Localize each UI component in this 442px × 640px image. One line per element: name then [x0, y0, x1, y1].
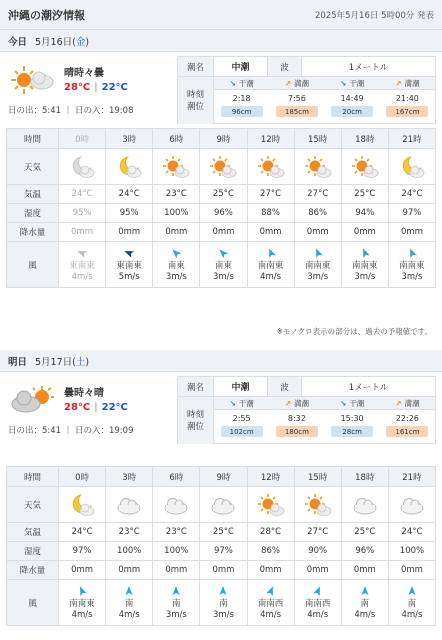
hourly-cell: 9時	[200, 129, 247, 149]
hourly-cell: 0mm	[341, 223, 388, 242]
wind-direction: 東南東	[116, 260, 142, 271]
row-label: 湿度	[7, 542, 59, 561]
wind-arrow-icon	[359, 585, 371, 597]
hourly-cell: 27°C	[294, 523, 341, 542]
hourly-cell	[247, 149, 294, 185]
hourly-row-rain	[7, 223, 436, 242]
hourly-row-temp	[7, 523, 436, 542]
weather-text: 晴時々曇	[64, 68, 104, 79]
hourly-cell: 3時	[106, 467, 153, 487]
wind-speed: 4m/s	[401, 609, 423, 620]
hourly-cell: 25°C	[341, 185, 388, 204]
wind-speed: 4m/s	[354, 609, 376, 620]
hourly-cell: 15時	[294, 467, 341, 487]
wave-value: 1メートル	[348, 382, 389, 393]
sun-cloud-icon	[208, 154, 238, 180]
sun-cloud-icon	[256, 154, 286, 180]
wind-direction: 南	[360, 598, 370, 609]
hourly-cell	[200, 580, 247, 626]
hourly-cell: 21時	[388, 129, 435, 149]
hourly-cell: 25°C	[341, 523, 388, 542]
cloud-icon	[397, 492, 427, 518]
wave-value: 1メートル	[348, 62, 389, 73]
tide-time: 7:56	[287, 94, 306, 103]
weekday: 金	[75, 36, 86, 48]
hourly-cell: 0mm	[153, 561, 200, 580]
row-label: 時間	[7, 467, 59, 487]
hourly-cell	[388, 149, 435, 185]
hourly-cell: 15時	[294, 129, 341, 149]
wind-direction: 南東	[167, 260, 185, 271]
hourly-cell: 0mm	[200, 561, 247, 580]
moon-cloud-icon	[397, 154, 427, 180]
hourly-cell	[247, 487, 294, 523]
day-section-today	[0, 30, 442, 336]
wind-arrow-icon	[312, 585, 324, 597]
hourly-cell	[247, 242, 294, 288]
moon-cloud-icon	[67, 492, 97, 518]
hourly-cell: 18時	[341, 129, 388, 149]
hourly-row-temp	[7, 185, 436, 204]
tide-box	[177, 56, 436, 124]
wind-speed: 3m/s	[401, 271, 423, 282]
hourly-cell	[294, 487, 341, 523]
row-label: 天気	[7, 487, 59, 523]
wind-speed: 4m/s	[118, 609, 140, 620]
arrow-down-right-icon: ↘	[339, 398, 347, 408]
tide-event	[269, 77, 324, 124]
published-time: 2025年5月16日 5時00分 発表	[315, 10, 434, 21]
hourly-cell: 95%	[59, 204, 106, 223]
hourly-cell	[59, 149, 106, 185]
hourly-cell: 6時	[153, 467, 200, 487]
hourly-row-weather	[7, 149, 436, 185]
cloud-icon	[208, 492, 238, 518]
hourly-cell: 88%	[247, 204, 294, 223]
hourly-cell: 25°C	[200, 185, 247, 204]
hourly-cell: 27°C	[294, 185, 341, 204]
tide-events	[214, 77, 435, 124]
day-header	[0, 350, 442, 372]
hourly-cell: 21時	[388, 467, 435, 487]
row-label: 降水量	[7, 223, 59, 242]
wind-arrow-icon	[170, 247, 182, 259]
row-label: 天気	[7, 149, 59, 185]
tide-level-badge: 161cm	[386, 426, 428, 437]
hourly-cell	[341, 580, 388, 626]
sun-cloud-icon	[10, 62, 54, 96]
hourly-cell: 0mm	[59, 223, 106, 242]
arrow-down-right-icon: ↘	[339, 78, 347, 88]
wind-arrow-icon	[312, 247, 324, 259]
row-label: 気温	[7, 523, 59, 542]
hourly-cell	[59, 580, 106, 626]
hourly-table	[6, 466, 436, 626]
tide-level-badge: 102cm	[221, 426, 263, 437]
tide-type: 満潮	[294, 78, 310, 88]
temperature-range: 28°C | 22°C	[64, 82, 128, 93]
header-bar	[0, 0, 442, 30]
hourly-cell	[341, 149, 388, 185]
hourly-cell	[341, 487, 388, 523]
wind-direction: 南東	[214, 260, 232, 271]
hourly-cell: 0時	[59, 129, 106, 149]
wind-direction: 南	[219, 598, 228, 609]
arrow-down-right-icon: ↘	[229, 398, 236, 408]
day-summary	[0, 52, 442, 128]
tide-event	[325, 397, 380, 444]
hourly-cell: 0mm	[388, 223, 435, 242]
wind-direction: 南南東	[257, 260, 284, 271]
hourly-cell	[294, 242, 341, 288]
tide-type: 干潮	[238, 398, 254, 408]
wind-arrow-icon	[123, 585, 135, 597]
hourly-cell: 100%	[388, 542, 435, 561]
moon-cloud-icon	[114, 154, 144, 180]
wind-direction: 南	[407, 598, 417, 609]
wind-speed: 3m/s	[165, 609, 187, 620]
hourly-cell	[247, 580, 294, 626]
hourly-cell: 0mm	[294, 223, 341, 242]
hourly-cell: 0mm	[247, 223, 294, 242]
tide-time: 14:49	[340, 94, 364, 103]
tide-time: 22:26	[395, 414, 419, 423]
tide-type: 満潮	[404, 78, 420, 88]
tide-time: 21:40	[395, 94, 419, 103]
wind-direction: 南南東	[399, 260, 425, 271]
sun-cloud-icon	[161, 154, 191, 180]
hourly-row-time	[7, 129, 436, 149]
wind-arrow-icon	[406, 585, 418, 597]
weather-text: 曇時々晴	[64, 388, 104, 399]
cloud-icon	[350, 492, 380, 518]
wind-arrow-icon	[76, 585, 88, 597]
wind-direction: 南南西	[304, 598, 331, 609]
hourly-cell: 24°C	[59, 523, 106, 542]
wind-direction: 南南東	[304, 260, 331, 271]
tide-level-badge: 96cm	[221, 106, 263, 117]
hourly-row-humidity	[7, 204, 436, 223]
hourly-cell: 9時	[200, 467, 247, 487]
hourly-cell: 0mm	[294, 561, 341, 580]
hourly-cell	[106, 580, 153, 626]
tide-level-badge: 20cm	[331, 106, 373, 117]
hourly-row-time	[7, 467, 436, 487]
row-label: 降水量	[7, 561, 59, 580]
tide-name-label: 潮名	[178, 377, 214, 396]
hourly-cell	[59, 487, 106, 523]
hourly-cell: 0mm	[153, 223, 200, 242]
hourly-cell: 0mm	[247, 561, 294, 580]
day-label: 明日	[8, 356, 28, 368]
tide-time: 2:55	[232, 414, 251, 423]
high-temp: 28°C	[64, 402, 91, 413]
wind-direction: 南南東	[352, 260, 378, 271]
wind-speed: 3m/s	[212, 609, 234, 620]
hourly-cell: 96%	[200, 204, 247, 223]
day-section-tomorrow	[0, 350, 442, 620]
tide-event	[214, 77, 269, 124]
low-temp: 22°C	[101, 402, 128, 413]
hourly-cell: 0時	[59, 467, 106, 487]
tide-type: 干潮	[349, 78, 365, 88]
hourly-cell: 0mm	[200, 223, 247, 242]
tide-event	[325, 77, 380, 124]
hourly-cell: 27°C	[247, 185, 294, 204]
tide-time-label: 時刻 潮位	[178, 77, 214, 124]
hourly-cell: 6時	[153, 129, 200, 149]
wave-label: 波	[268, 57, 302, 76]
wind-direction: 南	[172, 598, 181, 609]
wind-arrow-icon	[217, 247, 229, 259]
hourly-cell	[341, 242, 388, 288]
hourly-cell: 23°C	[153, 523, 200, 542]
hourly-cell	[153, 487, 200, 523]
sun-cloud-icon	[256, 492, 286, 518]
hourly-cell: 0mm	[59, 561, 106, 580]
sun-cloud-icon	[350, 154, 380, 180]
wind-speed: 4m/s	[260, 271, 282, 282]
wind-arrow-icon	[265, 247, 277, 259]
wind-speed: 3m/s	[307, 271, 329, 282]
row-label: 風	[7, 242, 59, 288]
hourly-cell: 97%	[388, 204, 435, 223]
hourly-cell: 96%	[341, 542, 388, 561]
page-title: 沖縄の潮汐情報	[8, 8, 85, 22]
row-label: 湿度	[7, 204, 59, 223]
low-temp: 22°C	[101, 82, 128, 93]
tide-time: 8:32	[287, 414, 306, 423]
past-forecast-note: ※モノクロ表示の部分は、過去の予報値です。	[276, 327, 432, 336]
hourly-cell: 28°C	[247, 523, 294, 542]
day-date: 5月16日(金)	[35, 36, 90, 48]
hourly-cell: 0mm	[388, 561, 435, 580]
hourly-cell: 90%	[294, 542, 341, 561]
arrow-up-right-icon: ↗	[395, 398, 402, 408]
tide-name-label: 潮名	[178, 57, 214, 76]
tide-level-badge: 185cm	[276, 106, 318, 117]
sunrise-sunset: 日の出：5:41 ｜ 日の入：19:09	[8, 426, 134, 436]
hourly-cell	[200, 487, 247, 523]
day-date: 5月17日(土)	[35, 356, 90, 368]
hourly-cell	[106, 242, 153, 288]
cloud-icon	[161, 492, 191, 518]
hourly-table	[6, 128, 436, 288]
weekday: 土	[75, 356, 86, 368]
cloud-icon	[114, 492, 144, 518]
wind-arrow-icon	[76, 247, 88, 259]
hourly-cell: 23°C	[106, 523, 153, 542]
wind-speed: 3m/s	[165, 271, 187, 282]
wind-direction: 南南西	[257, 598, 284, 609]
sun-cloud-icon	[303, 154, 333, 180]
hourly-row-wind	[7, 242, 436, 288]
wave-label: 波	[268, 377, 302, 396]
hourly-cell: 0mm	[341, 561, 388, 580]
hourly-cell: 97%	[59, 542, 106, 561]
wind-speed: 4m/s	[71, 271, 93, 282]
hourly-row-wind	[7, 580, 436, 626]
hourly-cell: 86%	[294, 204, 341, 223]
wind-speed: 3m/s	[212, 271, 234, 282]
hourly-cell: 24°C	[388, 523, 435, 542]
wind-speed: 5m/s	[118, 271, 140, 282]
wind-arrow-icon	[170, 585, 182, 597]
sunrise-sunset: 日の出：5:41 ｜ 日の入：19:08	[8, 106, 134, 116]
row-label: 気温	[7, 185, 59, 204]
wind-arrow-icon	[217, 585, 229, 597]
day-header	[0, 30, 442, 52]
arrow-up-right-icon: ↗	[284, 78, 292, 88]
hourly-cell	[200, 149, 247, 185]
hourly-cell	[388, 580, 435, 626]
hourly-cell	[59, 242, 106, 288]
wind-arrow-icon	[359, 247, 371, 259]
temperature-range: 28°C | 22°C	[64, 402, 128, 413]
hourly-cell	[153, 149, 200, 185]
hourly-cell: 24°C	[388, 185, 435, 204]
hourly-cell	[294, 580, 341, 626]
tide-event	[380, 77, 435, 124]
wind-speed: 3m/s	[354, 271, 376, 282]
sun-cloud-icon	[303, 492, 333, 518]
hourly-cell: 23°C	[153, 185, 200, 204]
arrow-up-right-icon: ↗	[395, 78, 402, 88]
wind-arrow-icon	[123, 247, 135, 259]
tide-level-badge: 180cm	[276, 426, 318, 437]
hourly-row-humidity	[7, 542, 436, 561]
hourly-cell: 100%	[106, 542, 153, 561]
row-label: 風	[7, 580, 59, 626]
tide-event	[380, 397, 435, 444]
tide-time-label: 時刻 潮位	[178, 397, 214, 444]
hourly-cell: 100%	[153, 542, 200, 561]
hourly-cell	[153, 242, 200, 288]
tide-box	[177, 376, 436, 444]
day-summary	[0, 372, 442, 448]
row-label: 時間	[7, 129, 59, 149]
tide-name: 中潮	[214, 57, 268, 76]
tide-level-badge: 167cm	[386, 106, 428, 117]
day-label: 今日	[8, 36, 28, 48]
tide-type: 満潮	[404, 398, 420, 408]
high-temp: 28°C	[64, 82, 91, 93]
hourly-cell	[200, 242, 247, 288]
hourly-cell: 18時	[341, 467, 388, 487]
tide-type: 満潮	[294, 398, 310, 408]
hourly-cell	[153, 580, 200, 626]
wind-speed: 4m/s	[307, 609, 329, 620]
hourly-cell: 12時	[247, 467, 294, 487]
wind-direction: 南	[124, 598, 134, 609]
hourly-cell	[388, 487, 435, 523]
tide-event	[214, 397, 269, 444]
hourly-cell	[106, 487, 153, 523]
wind-direction: 東南東	[69, 260, 95, 271]
hourly-cell: 12時	[247, 129, 294, 149]
cloud-sun-icon	[10, 382, 54, 416]
wind-speed: 4m/s	[71, 609, 93, 620]
tide-events	[214, 397, 435, 444]
wind-direction: 南南東	[69, 598, 95, 609]
wind-speed: 4m/s	[260, 609, 282, 620]
hourly-cell: 0mm	[106, 223, 153, 242]
tide-event	[269, 397, 324, 444]
hourly-cell: 25°C	[200, 523, 247, 542]
hourly-cell	[294, 149, 341, 185]
tide-level-badge: 28cm	[331, 426, 373, 437]
hourly-cell: 94%	[341, 204, 388, 223]
tide-time: 2:18	[232, 94, 251, 103]
hourly-cell: 24°C	[106, 185, 153, 204]
wind-arrow-icon	[406, 247, 418, 259]
hourly-row-rain	[7, 561, 436, 580]
hourly-cell	[388, 242, 435, 288]
tide-name: 中潮	[214, 377, 268, 396]
hourly-cell	[106, 149, 153, 185]
hourly-cell: 86%	[247, 542, 294, 561]
tide-type: 干潮	[349, 398, 365, 408]
tide-type: 干潮	[238, 78, 254, 88]
hourly-cell: 95%	[106, 204, 153, 223]
hourly-row-weather	[7, 487, 436, 523]
hourly-cell: 97%	[200, 542, 247, 561]
hourly-cell: 3時	[106, 129, 153, 149]
hourly-cell: 100%	[153, 204, 200, 223]
moon-cloud-icon	[67, 154, 97, 180]
hourly-cell: 24°C	[59, 185, 106, 204]
tide-time: 15:30	[340, 414, 364, 423]
hourly-cell: 0mm	[106, 561, 153, 580]
arrow-up-right-icon: ↗	[284, 398, 292, 408]
arrow-down-right-icon: ↘	[229, 78, 236, 88]
wind-arrow-icon	[265, 585, 277, 597]
